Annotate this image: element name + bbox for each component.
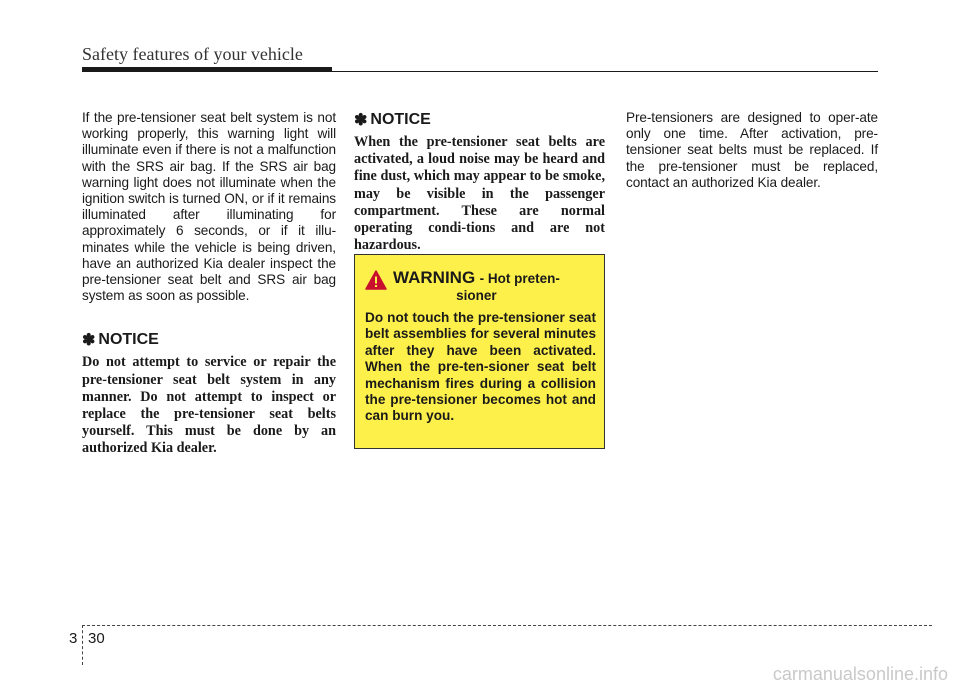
warning-light-paragraph: If the pre-tensioner seat belt system is not working properly, this warning light will illuminate even if there is not a malfunction with the SRS air bag. If the SRS air bag warning light does not illuminate when the ignition switch is turned ON, or if it remains illuminated after illuminating for approximately 6 seconds, or if it illu-minates while the vehicle is being driven, have an authorized Kia dealer inspect the pre-tensioner seat belt and SRS air bag system as soon as possible. <box>82 110 336 304</box>
watermark: carmanualsonline.info <box>772 664 948 684</box>
notice-text-1: Do not attempt to service or repair the pre-tensioner seat belt system in any manner. Do not attempt to inspect or replace the pre-tensioner seat belts yourself. This must be done by an authorized Kia dealer. <box>82 354 336 457</box>
header-rule-thin <box>332 71 878 72</box>
warning-header <box>365 269 596 304</box>
notice-heading-1 <box>82 330 336 350</box>
notice-heading-2 <box>354 110 605 130</box>
warning-subtitle-line1: - Hot preten- <box>479 271 560 286</box>
column-3 <box>626 110 878 191</box>
warning-triangle-icon <box>365 270 387 290</box>
notice-heading-label: NOTICE <box>98 331 159 349</box>
notice-heading-label: NOTICE <box>370 111 431 128</box>
header-rule-thick <box>82 67 332 72</box>
footer-rule <box>82 625 932 626</box>
chapter-number: 3 <box>69 630 78 647</box>
footer-divider <box>82 625 83 665</box>
warning-text: Do not touch the pre-tensioner seat belt assemblies for several minutes after they have been activated. When the pre-ten-sioner seat belt mechanism fires during a collision the pre-tensioner becomes hot and can burn you. <box>365 310 596 424</box>
notice-star-icon: ✽ <box>82 332 96 350</box>
column-2 <box>354 110 605 254</box>
notice-text-2: When the pre-tensioner seat belts are activated, a loud noise may be heard and fine dust, which may appear to be smoke, may be visible in the passenger compartment. These are normal operating condi-tions and are not hazardous. <box>354 134 605 254</box>
warning-box <box>354 254 605 449</box>
page-header-title: Safety features of your vehicle <box>82 44 303 64</box>
pretensioner-paragraph: Pre-tensioners are designed to oper-ate only one time. After activation, pre-tensioner seat belts must be replaced. If the pre-tensioner must be replaced, contact an authorized Kia dealer. <box>626 110 878 190</box>
column-1 <box>82 110 336 458</box>
notice-star-icon: ✽ <box>354 112 368 129</box>
page-number: 30 <box>88 630 105 647</box>
warning-title-word: WARNING <box>393 268 476 287</box>
warning-title <box>393 269 560 304</box>
warning-subtitle-line2: sioner <box>456 288 497 303</box>
